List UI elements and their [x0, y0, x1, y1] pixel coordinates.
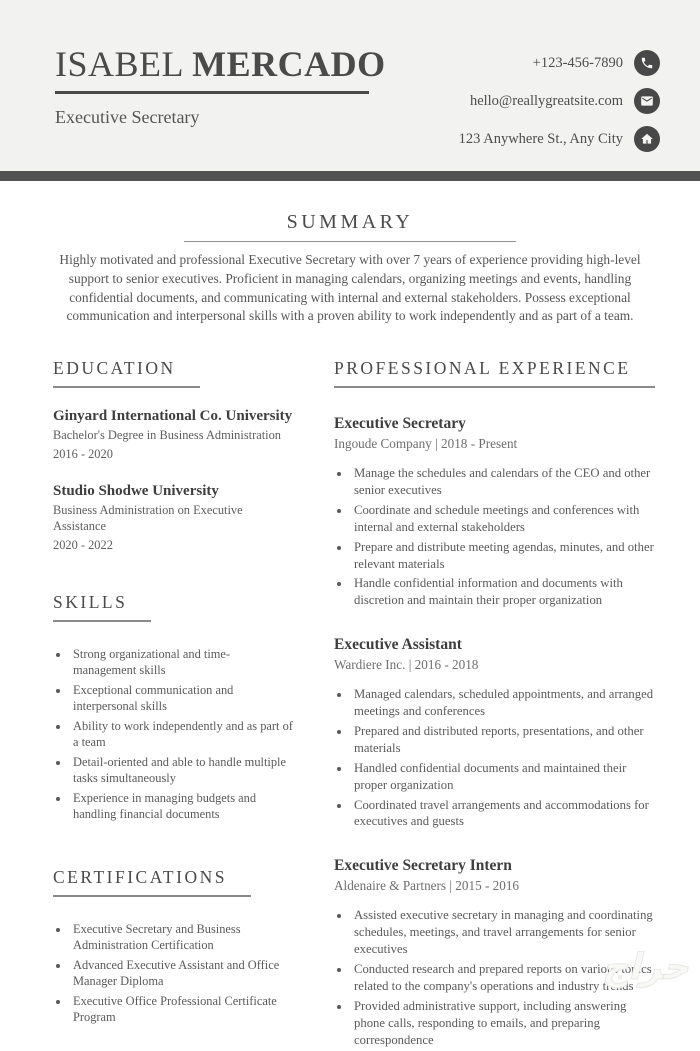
phone-icon: [634, 50, 660, 76]
skill-item: • Strong organizational and time-management skills: [70, 646, 293, 679]
haraj-watermark-logo: حراج: [600, 947, 698, 988]
school-name: Ginyard International Co. University: [53, 408, 293, 425]
body-columns: [0, 358, 700, 1051]
summary-section: [0, 181, 700, 326]
certification-item: • Executive Secretary and Business Administration Certification: [70, 921, 293, 954]
last-name: MERCADO: [192, 44, 386, 84]
job-title: Executive Assistant: [334, 636, 462, 654]
contact-address: [459, 126, 660, 152]
job-entry: [334, 857, 655, 1048]
skills-heading: SKILLS: [53, 592, 293, 622]
job-bullet: • Handle confidential information and documents with discretion and maintain their proper organization: [351, 575, 655, 609]
summary-underline: [184, 241, 516, 242]
skill-item: • Detail-oriented and able to handle multiple tasks simultaneously: [70, 754, 293, 787]
email-address: hello@reallygreatsite.com: [469, 92, 623, 109]
certifications-section: [53, 867, 293, 1026]
job-bullet: • Handled confidential documents and maintained their proper organization: [351, 760, 655, 794]
skill-item: • Exceptional communication and interpersonal skills: [70, 682, 293, 715]
job-bullet: • Managed calendars, scheduled appointments, and arranged meetings and conferences: [351, 686, 655, 720]
skills-section: [53, 592, 293, 823]
job-title: Executive Secretary: [334, 415, 466, 433]
company-and-dates: Wardiere Inc. | 2016 - 2018: [334, 657, 479, 673]
skill-item: • Experience in managing budgets and handling financial documents: [70, 790, 293, 823]
skills-list: [53, 646, 293, 823]
name-block: [55, 46, 386, 171]
job-bullet: • Provided administrative support, including answering phone calls, responding to emails, and preparing correspondence: [351, 998, 655, 1049]
email-icon: [634, 88, 660, 114]
degree: Bachelor's Degree in Business Administration: [53, 428, 281, 443]
certification-item: • Advanced Executive Assistant and Office Manager Diploma: [70, 957, 293, 990]
job-bullet: • Prepare and distribute meeting agendas, minutes, and other relevant materials: [351, 539, 655, 573]
job-title: Executive Secretary Intern: [334, 857, 512, 875]
right-column: [334, 358, 655, 1051]
job-bullet: • Coordinated travel arrangements and accommodations for executives and guests: [351, 797, 655, 831]
job-entry: [334, 415, 655, 609]
education-dates: 2016 - 2020: [53, 446, 113, 461]
job-bullet: • Conducted research and prepared reports on various topics related to the company's operations and industry trends: [351, 961, 655, 995]
education-heading: EDUCATION: [53, 358, 293, 388]
certifications-list: [53, 921, 293, 1026]
degree: Business Administration on Executive Assistance: [53, 502, 243, 534]
job-bullets: [334, 465, 655, 609]
header-divider-bar: [0, 171, 700, 181]
job-bullet: • Coordinate and schedule meetings and conferences with internal and external stakeholders: [351, 502, 655, 536]
certifications-heading: CERTIFICATIONS: [53, 867, 293, 897]
contact-email: [459, 88, 660, 114]
job-bullets: [334, 686, 655, 830]
skill-item: • Ability to work independently and as part of a team: [70, 718, 293, 751]
phone-number: +123-456-7890: [532, 54, 623, 71]
experience-heading: PROFESSIONAL EXPERIENCE: [334, 358, 655, 388]
contact-list: [459, 50, 660, 171]
header: [0, 0, 700, 171]
company-and-dates: Ingoude Company | 2018 - Present: [334, 436, 518, 452]
header-job-title: Executive Secretary: [55, 106, 200, 127]
name-underline: [55, 91, 369, 94]
first-name: ISABEL: [55, 44, 183, 84]
education-entry: [53, 408, 293, 462]
job-entry: [334, 636, 655, 830]
job-bullet: • Assisted executive secretary in managing and coordinating schedules, meetings, and travel arrangements for senior executives: [351, 907, 655, 958]
job-bullet: • Manage the schedules and calendars of the CEO and other senior executives: [351, 465, 655, 499]
left-column: [53, 358, 293, 1051]
home-icon: [634, 126, 660, 152]
company-and-dates: Aldenaire & Partners | 2015 - 2016: [334, 878, 520, 894]
summary-heading: SUMMARY: [286, 211, 414, 233]
contact-phone: [459, 50, 660, 76]
summary-text: Highly motivated and professional Executive Secretary with over 7 years of experience providing high-level support to senior executives. Proficient in managing calendars, organizing meetings and events, handling confidential documents, and communicating with internal and external stakeholders. Possess exceptional communication and interpersonal skills with a proven ability to work independently and as part of a team.: [59, 252, 641, 324]
person-name: [55, 46, 386, 84]
school-name: Studio Shodwe University: [53, 482, 219, 499]
education-dates: 2020 - 2022: [53, 538, 113, 552]
certification-item: • Executive Office Professional Certificate Program: [70, 993, 293, 1026]
education-section: [53, 358, 293, 554]
job-bullet: • Prepared and distributed reports, presentations, and other materials: [351, 723, 655, 757]
street-address: 123 Anywhere St., Any City: [458, 130, 623, 147]
education-entry: [53, 483, 293, 554]
